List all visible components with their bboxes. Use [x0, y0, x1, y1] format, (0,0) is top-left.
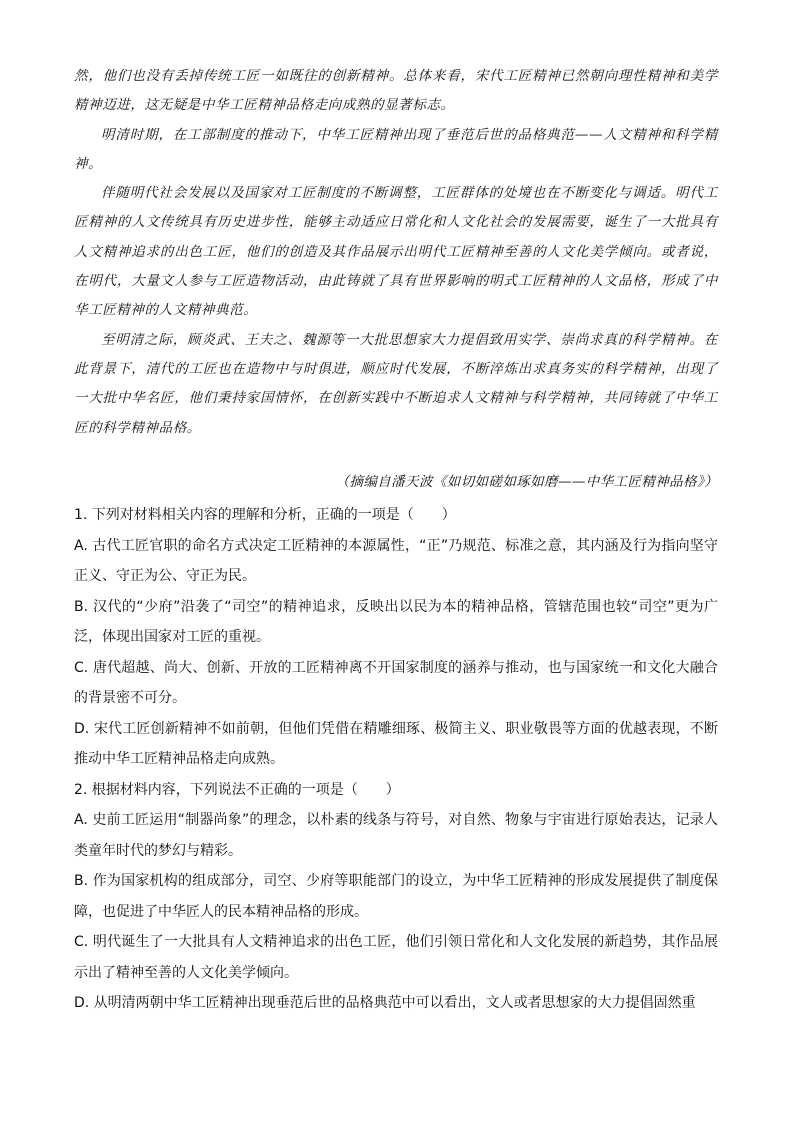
question-2	[74, 775, 718, 1019]
option-d: D. 从明清两朝中华工匠精神出现垂范后世的品格典范中可以看出，文人或者思想家的大力提倡固然重	[74, 995, 696, 1011]
question-stem: 2. 根据材料内容，下列说法不正确的一项是（ ）	[74, 781, 400, 798]
option-c: C. 唐代超越、尚大、创新、开放的工匠精神离不开国家制度的涵养与推动，也与国家统一和文化大融合的背景密不可分。	[74, 659, 718, 706]
passage-source: （摘编自潘天波《如切如磋如琢如磨——中华工匠精神品格》）	[335, 474, 718, 490]
question-stem: 1. 下列对材料相关内容的理解和分析，正确的一项是（ ）	[74, 507, 456, 523]
question-list	[74, 500, 718, 1019]
reading-passage	[74, 62, 718, 443]
passage-paragraph: 明清时期，在工部制度的推动下，中华工匠精神出现了垂范后世的品格典范——人文精神和科学精神。	[74, 126, 718, 172]
question-1	[74, 500, 718, 775]
option-a: A. 史前工匠运用“制器尚象”的理念，以朴素的线条与符号，对自然、物象与宇宙进行原始表达，记录人类童年时代的梦幻与精彩。	[74, 812, 718, 859]
option-a: A. 古代工匠官职的命名方式决定工匠精神的本源属性，“正”乃规范、标准之意，其内涵及行为指向坚守正义、守正为公、守正为民。	[74, 537, 718, 584]
option-d: D. 宋代工匠创新精神不如前朝，但他们凭借在精雕细琢、极简主义、职业敬畏等方面的优越表现，不断推动中华工匠精神品格走向成熟。	[74, 720, 718, 767]
passage-paragraph: 然，他们也没有丢掉传统工匠一如既往的创新精神。总体来看，宋代工匠精神已然朝向理性精神和美学精神迈进，这无疑是中华工匠精神品格走向成熟的显著标志。	[74, 68, 718, 114]
option-b: B. 作为国家机构的组成部分，司空、少府等职能部门的设立，为中华工匠精神的形成发展提供了制度保障，也促进了中华匠人的民本精神品格的形成。	[74, 873, 718, 920]
passage-paragraph: 伴随明代社会发展以及国家对工匠制度的不断调整，工匠群体的处境也在不断变化与调适。明代工匠精神的人文传统具有历史进步性，能够主动适应日常化和人文化社会的发展需要，诞生了一大批具有人文精神追求的出色工匠，他们的创造及其作品展示出明代工匠精神至善的人文化美学倾向。或者说，在明代，大量文人参与工匠造物活动，由此铸就了具有世界影响的明式工匠精神的人文品格，形成了中华工匠精神的人文精神典范。	[74, 185, 718, 319]
option-c: C. 明代诞生了一大批具有人文精神追求的出色工匠，他们引领日常化和人文化发展的新趋势，其作品展示出了精神至善的人文化美学倾向。	[74, 934, 718, 981]
option-b: B. 汉代的“少府”沿袭了“司空”的精神追求，反映出以民为本的精神品格，管辖范围也较“司空”更为广泛，体现出国家对工匠的重视。	[74, 598, 718, 645]
passage-paragraph: 至明清之际，顾炎武、王夫之、魏源等一大批思想家大力提倡致用实学、崇尚求真的科学精神。在此背景下，清代的工匠也在造物中与时俱进，顺应时代发展，不断淬炼出求真务实的科学精神，出现了一大批中华名匠，他们秉持家国情怀，在创新实践中不断追求人文精神与科学精神，共同铸就了中华工匠的科学精神品格。	[74, 331, 718, 436]
